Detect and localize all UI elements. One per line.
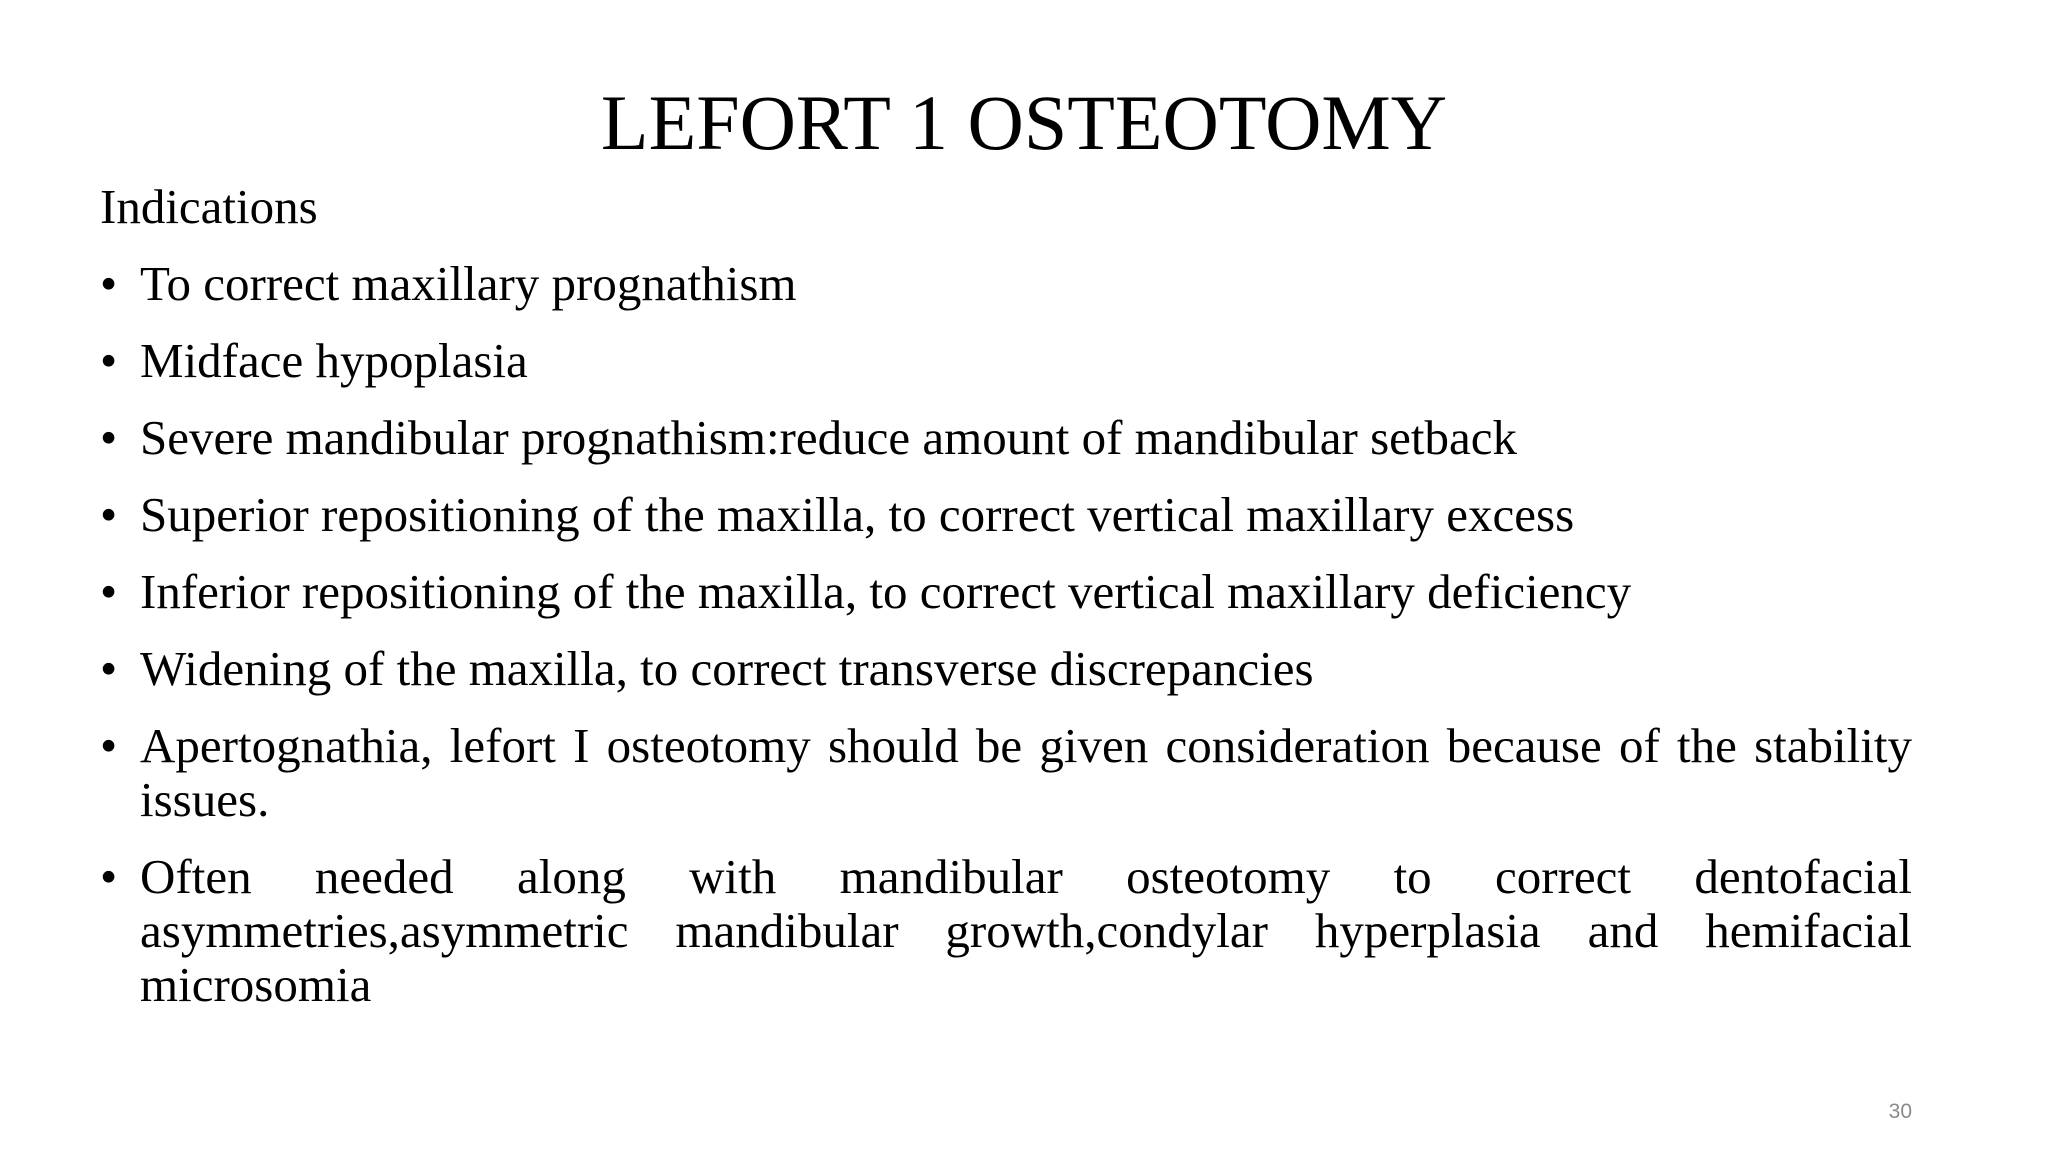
bullet-text: Midface hypoplasia bbox=[140, 333, 528, 388]
bullet-list bbox=[100, 257, 1912, 1012]
bullet-dot-icon: • bbox=[100, 641, 118, 696]
slide-body bbox=[100, 180, 1912, 1035]
bullet-text: Often needed along with mandibular osteotomy to correct dentofacial asymmetries,asymmetric mandibular growth,condylar hyperplasia and hemifacial microsomia bbox=[140, 849, 1912, 1012]
page-number: 30 bbox=[1888, 1100, 1912, 1123]
bullet-dot-icon: • bbox=[100, 410, 118, 465]
bullet-item bbox=[100, 719, 1912, 827]
bullet-dot-icon: • bbox=[100, 849, 118, 904]
bullet-text: Superior repositioning of the maxilla, to correct vertical maxillary excess bbox=[140, 487, 1575, 542]
bullet-item bbox=[100, 334, 1912, 388]
bullet-text: To correct maxillary prognathism bbox=[140, 256, 797, 311]
bullet-item bbox=[100, 850, 1912, 1012]
bullet-text: Apertognathia, lefort I osteotomy should be given consideration because of the stability issues. bbox=[140, 718, 1912, 827]
bullet-dot-icon: • bbox=[100, 333, 118, 388]
bullet-item bbox=[100, 642, 1912, 696]
bullet-text: Widening of the maxilla, to correct transverse discrepancies bbox=[140, 641, 1314, 696]
bullet-dot-icon: • bbox=[100, 487, 118, 542]
bullet-dot-icon: • bbox=[100, 718, 118, 773]
bullet-dot-icon: • bbox=[100, 564, 118, 619]
bullet-text: Severe mandibular prognathism:reduce amount of mandibular setback bbox=[140, 410, 1518, 465]
bullet-item bbox=[100, 565, 1912, 619]
bullet-text: Inferior repositioning of the maxilla, to correct vertical maxillary deficiency bbox=[140, 564, 1632, 619]
section-heading: Indications bbox=[100, 179, 318, 234]
bullet-item bbox=[100, 488, 1912, 542]
bullet-dot-icon: • bbox=[100, 256, 118, 311]
bullet-item bbox=[100, 257, 1912, 311]
bullet-item bbox=[100, 411, 1912, 465]
slide-title: LEFORT 1 OSTEOTOMY bbox=[600, 79, 1448, 166]
